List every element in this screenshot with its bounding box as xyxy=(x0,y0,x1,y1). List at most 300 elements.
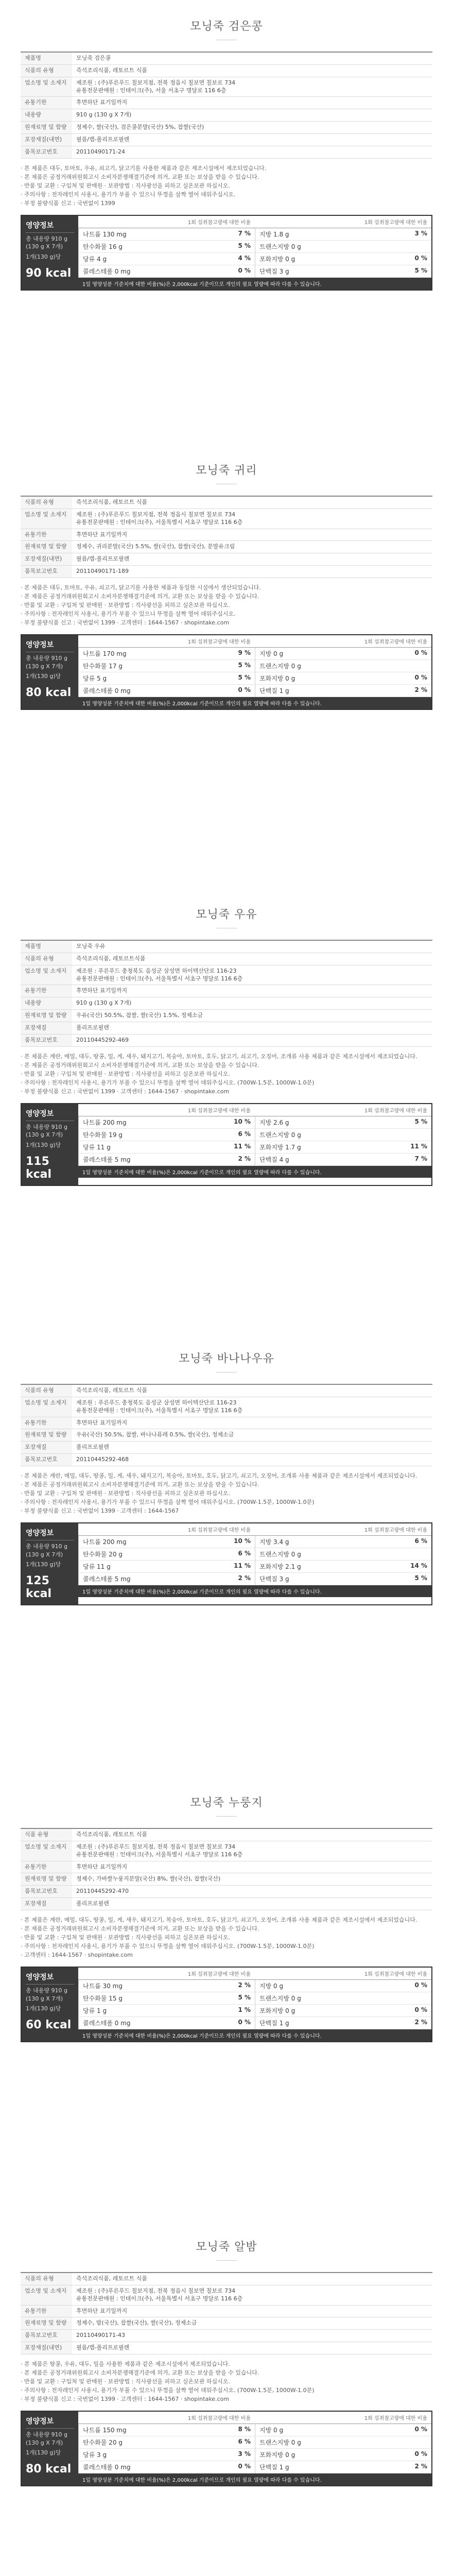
nutrition-column-left xyxy=(78,1536,255,1585)
nutrient-name: 단백질 1 g xyxy=(259,687,289,695)
nutrient-name: 포화지방 0 g xyxy=(259,2007,295,2015)
info-value: 제조원 : (주)푸른푸드 칠보지점, 전북 정읍시 칠보면 칠보로 734 유통전문판매원 : 인테이크(주), 서울 서초구 명달로 116 6층 xyxy=(72,77,432,97)
info-value: 후면하단 표기일까지 xyxy=(72,529,432,541)
nutrition-kcal: 80 kcal xyxy=(26,2463,72,2476)
nutrient-name: 탄수화물 15 g xyxy=(83,1995,123,2003)
nutrient-row xyxy=(79,660,255,672)
nutrient-row xyxy=(79,1116,255,1129)
nutrient-name: 트랜스지방 0 g xyxy=(259,663,301,670)
nutrient-name: 포화지방 2.1 g xyxy=(259,1563,301,1571)
nutrition-total-weight: 총 내용량 910 g (130 g X 7개) xyxy=(26,1543,67,1558)
nutrition-header-label: 1회 섭취참고량에 대한 비율 xyxy=(364,1528,427,1534)
nutrient-row xyxy=(255,1154,431,1166)
nutrient-name: 당류 1 g xyxy=(83,2007,107,2015)
nutrient-row xyxy=(255,2424,431,2436)
nutrient-percent: 0 % xyxy=(414,2426,427,2433)
nutrient-row xyxy=(79,1141,255,1154)
info-key: 포장재질 xyxy=(21,1022,72,1034)
info-row xyxy=(21,529,432,541)
nutrient-name: 콜레스테롤 5 mg xyxy=(83,1575,131,1583)
info-row xyxy=(21,985,432,997)
nutrition-title: 영양정보 xyxy=(26,1528,74,1540)
nutrition-header-cell xyxy=(255,216,431,228)
info-value: 즉석조리식품, 레토르트 식품 xyxy=(72,64,432,77)
product-title: 모닝죽 귀리 xyxy=(0,444,453,496)
nutrient-percent: 7 % xyxy=(414,1155,427,1162)
info-value: 후면하단 표기일까지 xyxy=(72,97,432,109)
nutrient-percent: 7 % xyxy=(238,229,251,237)
caution-text: · 본 제품은 계란, 메밀, 대두, 땅콩, 밀, 게, 새우, 돼지고기, 복숭아, 토마토, 호두, 닭고기, 쇠고기, 오징어, 조개류 사용 제품과 같은 제조시설에서 제조되었습니다. · 본 제품은 공정거래위원회고시 소비자분쟁해결기준에 의거, 교환 또는 보상을 받을 수 있습니다. · 반품 및 교환 : 구입처 및 판매원 · 보관방법 : 직사광선을 피하고 실온보관 하십시오. · 주의사항 : 전자레인지 사용시, 용기가 부풀 수 있으니 뚜껑을 살짝 열어 데워주십시오. (700W-1.5분, 1000W-1.0분) · 부정 불량식품 신고 : 국번없이 1399 · 고객센터 : 1644-1567 xyxy=(21,1472,417,1515)
nutrition-footnote: 1일 영양성분 기준치에 대한 비율(%)은 2,000kcal 기준이므로 개인의 필요 열량에 따라 다를 수 있습니다. xyxy=(78,2029,431,2041)
nutrient-name: 단백질 3 g xyxy=(259,1575,289,1583)
nutrient-row xyxy=(79,1573,255,1585)
nutrient-percent: 9 % xyxy=(238,649,251,657)
nutrient-name: 탄수화물 19 g xyxy=(83,1131,123,1139)
nutrition-header-cell xyxy=(78,1523,255,1535)
nutrition-kcal: 115 kcal xyxy=(26,1155,52,1181)
nutrient-row xyxy=(255,1573,431,1585)
nutrient-percent: 5 % xyxy=(238,1994,251,2002)
nutrient-name: 단백질 1 g xyxy=(259,2020,289,2027)
nutrient-percent: 6 % xyxy=(238,2438,251,2446)
nutrition-column-left xyxy=(78,1116,255,1166)
nutrient-percent: 0 % xyxy=(414,674,427,682)
nutrition-footnote: 1일 영양성분 기준치에 대한 비율(%)은 2,000kcal 기준이므로 개인의 필요 열량에 따라 다를 수 있습니다. xyxy=(78,2473,431,2485)
nutrition-summary xyxy=(22,1104,78,1185)
info-value: 폴리프로필렌 xyxy=(72,1442,432,1454)
info-row xyxy=(21,1010,432,1022)
nutrition-header-cell xyxy=(255,2412,431,2424)
info-value: 우유(국산) 50.5%, 찹쌀, 바나나퓨레 0.5%, 쌀(국산), 정제소금 xyxy=(72,1429,432,1442)
nutrient-row xyxy=(79,1992,255,2005)
nutrition-header-label: 1회 섭취참고량에 대한 비율 xyxy=(187,1972,251,1978)
nutrient-name: 당류 4 g xyxy=(83,255,107,263)
info-key: 품목보고번호 xyxy=(21,1034,72,1046)
nutrition-grid xyxy=(78,1536,431,1585)
info-value: 910 g (130 g X 7개) xyxy=(72,109,432,122)
info-value: 제조원 : (주)푸른푸드 칠보지점, 전북 정읍시 칠보면 칠보로 734 유통전문판매원 : 인테이크(주), 서울특별시 서초구 명달로 116 6층 xyxy=(72,1841,432,1861)
product-section xyxy=(0,2221,453,2576)
nutrition-total-weight: 총 내용량 910 g (130 g X 7개) xyxy=(26,1987,67,2002)
info-row xyxy=(21,965,432,985)
info-row xyxy=(21,1873,432,1886)
nutrition-column-right xyxy=(255,1536,431,1585)
nutrition-header-label: 1회 섭취참고량에 대한 비율 xyxy=(364,219,427,226)
nutrient-percent: 0 % xyxy=(238,2463,251,2470)
nutrition-header-cell xyxy=(255,635,431,647)
nutrition-total-weight: 총 내용량 910 g (130 g X 7개) xyxy=(26,1123,67,1139)
info-value: 우유(국산) 50.5%, 찹쌀, 쌀(국산) 1.5%, 정제소금 xyxy=(72,1010,432,1022)
nutrient-percent: 11 % xyxy=(410,1142,427,1150)
nutrient-row xyxy=(255,2005,431,2017)
nutrition-table xyxy=(78,2412,431,2485)
nutrient-percent: 3 % xyxy=(414,229,427,237)
nutrition-title: 영양정보 xyxy=(26,220,74,233)
info-value: 후면하단 표기일까지 xyxy=(72,1861,432,1873)
info-row xyxy=(21,1429,432,1442)
nutrient-name: 포화지방 0 g xyxy=(259,2451,295,2459)
nutrition-header xyxy=(78,2412,431,2424)
nutrient-percent: 14 % xyxy=(410,1562,427,1570)
nutrition-facts-box xyxy=(21,215,432,291)
nutrient-percent: 2 % xyxy=(238,1981,251,1989)
info-row xyxy=(21,997,432,1010)
info-value: 모닝죽 검은콩 xyxy=(72,52,432,64)
product-title: 모닝죽 검은콩 xyxy=(0,0,453,52)
nutrition-grid xyxy=(78,1116,431,1166)
nutrient-row xyxy=(255,1992,431,2005)
nutrient-row xyxy=(79,1980,255,1992)
info-row xyxy=(21,2330,432,2342)
info-value: 폴리프로필렌 xyxy=(72,1022,432,1034)
product-title: 모닝죽 누룽지 xyxy=(0,1776,453,1828)
nutrient-name: 나트륨 200 mg xyxy=(83,1538,127,1546)
nutrient-name: 당류 11 g xyxy=(83,1143,111,1151)
nutrient-row xyxy=(255,1116,431,1129)
product-title: 모닝죽 알밤 xyxy=(0,2221,453,2272)
nutrition-header-label: 1회 섭취참고량에 대한 비율 xyxy=(364,639,427,646)
info-value: 제조원 : (주)푸른푸드 칠보지점, 전북 정읍시 칠보면 칠보로 734 유통전문판매원 : 인테이크(주), 서울특별시 서초구 명달로 116 6층 xyxy=(72,2285,432,2305)
nutrition-summary xyxy=(22,216,78,290)
nutrition-serving: 1개(130 g)당 xyxy=(26,672,61,680)
nutrition-header-cell xyxy=(78,1104,255,1116)
nutrient-percent: 5 % xyxy=(238,674,251,682)
nutrient-row xyxy=(79,2005,255,2017)
info-row xyxy=(21,133,432,146)
info-value: 20110445292-469 xyxy=(72,1034,432,1046)
nutrient-row xyxy=(79,648,255,660)
info-value: 모닝죽 우유 xyxy=(72,940,432,953)
info-key: 유통기한 xyxy=(21,1417,72,1429)
nutrient-name: 트랜스지방 0 g xyxy=(259,1995,301,2003)
nutrition-header-cell xyxy=(78,1968,255,1979)
info-key: 업소명 및 소재지 xyxy=(21,2285,72,2305)
nutrition-grid xyxy=(78,228,431,278)
nutrition-column-right xyxy=(255,648,431,697)
nutrient-row xyxy=(255,1536,431,1548)
nutrient-row xyxy=(79,672,255,685)
info-row xyxy=(21,2317,432,2330)
nutrition-title: 영양정보 xyxy=(26,2416,74,2429)
nutrition-kcal: 90 kcal xyxy=(26,267,72,280)
caution-text: · 본 제품은 대두, 토마토, 우유, 쇠고기, 닭고기를 사용한 제품과 동일한 시설에서 생산되었습니다. · 본 제품은 공정거래위원회고시 소비자분쟁해결기준에 의거, 교환 또는 보상을 받을 수 있습니다. · 반품 및 교환 : 구입처 및 판매원 · 보관방법 : 직사광선을 피하고 실온보관 하십시오. · 주의사항 : 전자레인지 사용시, 용기가 부풀 수 있으니 뚜껑을 살짝 열어 데워주십시오. · 부정 불량식품 신고 : 국번없이 1399 · 고객센터 : 1644-1567 · shopintake.com xyxy=(21,584,261,626)
nutrient-row xyxy=(79,253,255,265)
info-key: 포장재질(내면) xyxy=(21,133,72,146)
nutrient-percent: 0 % xyxy=(414,2006,427,2014)
info-value: 제조원 : 푸른푸드 충청북도 음성군 삼성면 하이텍산단로 116-23 유통전문판매원 : 인테이크(주), 서울특별시 서초구 명달로 116 6층 xyxy=(72,1397,432,1417)
info-key: 원재료명 및 함량 xyxy=(21,2317,72,2330)
info-value: 즉석조리식품, 레토르트 식품 xyxy=(72,1828,432,1841)
nutrition-column-right xyxy=(255,228,431,278)
nutrient-name: 콜레스테롤 5 mg xyxy=(83,1156,131,1163)
info-row xyxy=(21,566,432,578)
product-section xyxy=(0,1332,453,1776)
nutrition-title: 영양정보 xyxy=(26,1972,74,1985)
info-row xyxy=(21,2285,432,2305)
nutrition-header-label: 1회 섭취참고량에 대한 비율 xyxy=(187,1528,251,1534)
nutrition-total-weight: 총 내용량 910 g (130 g X 7개) xyxy=(26,655,67,670)
nutrient-name: 포화지방 0 g xyxy=(259,255,295,263)
nutrient-percent: 6 % xyxy=(414,1537,427,1545)
nutrition-column-right xyxy=(255,2424,431,2473)
nutrition-summary xyxy=(22,1968,78,2041)
product-info-table xyxy=(21,940,432,1047)
nutrient-name: 지방 1.8 g xyxy=(259,230,289,238)
info-key: 업소명 및 소재지 xyxy=(21,509,72,529)
nutrient-row xyxy=(255,228,431,241)
info-value: 즉석조리식품, 레토르트 식품 xyxy=(72,2273,432,2285)
info-value: 정제수, 가바쌀누룽지분말(국산) 8%, 쌀(국산), 찹쌀(국산) xyxy=(72,1873,432,1886)
nutrient-percent: 1 % xyxy=(238,2006,251,2014)
info-row xyxy=(21,509,432,529)
info-key: 제품명 xyxy=(21,940,72,953)
nutrient-row xyxy=(255,1141,431,1154)
nutrient-percent: 0 % xyxy=(414,649,427,657)
nutrition-header-cell xyxy=(78,216,255,228)
nutrient-name: 탄수화물 20 g xyxy=(83,1551,123,1558)
info-value: 20110490171-189 xyxy=(72,566,432,578)
nutrition-title: 영양정보 xyxy=(26,639,74,652)
nutrient-name: 콜레스테롤 0 mg xyxy=(83,2464,131,2471)
nutrient-row xyxy=(79,1561,255,1573)
nutrition-header-label: 1회 섭취참고량에 대한 비율 xyxy=(187,639,251,646)
info-value: 필름/캡-폴리프로필렌 xyxy=(72,2342,432,2354)
info-key: 식품의 유형 xyxy=(21,953,72,965)
info-row xyxy=(21,1397,432,1417)
nutrient-percent: 0 % xyxy=(414,2450,427,2458)
nutrient-percent: 4 % xyxy=(238,254,251,262)
info-row xyxy=(21,97,432,109)
product-section xyxy=(0,0,453,444)
nutrient-name: 지방 3.4 g xyxy=(259,1538,289,1546)
info-key: 포장재질(내면) xyxy=(21,2342,72,2354)
nutrition-header-label: 1회 섭취참고량에 대한 비율 xyxy=(364,1972,427,1978)
product-info-table xyxy=(21,2272,432,2354)
info-key: 유통기한 xyxy=(21,529,72,541)
info-row xyxy=(21,1861,432,1873)
info-key: 업소명 및 소재지 xyxy=(21,77,72,97)
nutrient-row xyxy=(79,1536,255,1548)
nutrient-row xyxy=(79,2449,255,2461)
nutrition-serving: 1개(130 g)당 xyxy=(26,1141,61,1148)
nutrient-row xyxy=(255,660,431,672)
info-key: 식품의 유형 xyxy=(21,2273,72,2285)
nutrient-name: 트랜스지방 0 g xyxy=(259,1551,301,1558)
info-value: 910 g (130 g X 7개) xyxy=(72,997,432,1010)
nutrient-percent: 2 % xyxy=(414,2463,427,2470)
nutrient-name: 당류 3 g xyxy=(83,2451,107,2459)
nutrition-header xyxy=(78,216,431,228)
product-info-table xyxy=(21,1384,432,1466)
nutrient-percent: 5 % xyxy=(238,662,251,669)
nutrition-grid xyxy=(78,2424,431,2473)
nutrient-name: 포화지방 0 g xyxy=(259,675,295,683)
nutrient-row xyxy=(255,648,431,660)
nutrition-header-label: 1회 섭취참고량에 대한 비율 xyxy=(364,2416,427,2422)
nutrition-header-label: 1회 섭취참고량에 대한 비율 xyxy=(364,1108,427,1114)
info-key: 원재료명 및 함량 xyxy=(21,1873,72,1886)
caution-notes xyxy=(21,1916,432,1959)
info-row xyxy=(21,1828,432,1841)
info-row xyxy=(21,953,432,965)
nutrition-facts-box xyxy=(21,1522,432,1605)
nutrient-name: 트랜스지방 0 g xyxy=(259,2439,301,2447)
info-value: 정제수, 밤(국산), 찹쌀(국산), 쌀(국산), 정제소금 xyxy=(72,2317,432,2330)
info-key: 포장재질(내면) xyxy=(21,553,72,566)
caution-notes xyxy=(21,1471,432,1515)
nutrition-column-right xyxy=(255,1980,431,2029)
nutrient-row xyxy=(79,228,255,241)
info-row xyxy=(21,496,432,509)
nutrient-name: 나트륨 170 mg xyxy=(83,650,127,658)
info-value: 정제수, 귀리분말(국산) 5.5%, 쌀(국산), 찹쌀(국산), 분말유크림 xyxy=(72,541,432,553)
nutrient-percent: 3 % xyxy=(238,2450,251,2458)
product-section xyxy=(0,444,453,888)
nutrition-column-right xyxy=(255,1116,431,1166)
info-key: 원재료명 및 함량 xyxy=(21,1429,72,1442)
nutrient-row xyxy=(79,241,255,253)
nutrient-percent: 5 % xyxy=(414,1574,427,1582)
nutrient-name: 단백질 1 g xyxy=(259,2464,289,2471)
nutrient-name: 지방 0 g xyxy=(259,650,284,658)
info-key: 업소명 및 소재지 xyxy=(21,965,72,985)
nutrition-facts-box xyxy=(21,634,432,710)
nutrient-name: 지방 0 g xyxy=(259,1982,284,1990)
nutrient-row xyxy=(79,2436,255,2449)
nutrition-header-cell xyxy=(78,635,255,647)
nutrient-name: 콜레스테롤 0 mg xyxy=(83,687,131,695)
info-value: 제조원 : (주)푸른푸드 칠보지점, 전북 정읍시 칠보면 칠보로 734 유통전문판매원 : 인테이크(주), 서울특별시 서초구 명달로 116 6층 xyxy=(72,509,432,529)
nutrition-footnote: 1일 영양성분 기준치에 대한 비율(%)은 2,000kcal 기준이므로 개인의 필요 열량에 따라 다를 수 있습니다. xyxy=(78,697,431,709)
info-value: 후면하단 표기일까지 xyxy=(72,985,432,997)
nutrient-name: 트랜스지방 0 g xyxy=(259,243,301,250)
nutrient-row xyxy=(255,685,431,697)
nutrition-summary xyxy=(22,1523,78,1604)
nutrition-table xyxy=(78,1523,431,1604)
info-key: 유통기한 xyxy=(21,985,72,997)
nutrition-column-left xyxy=(78,648,255,697)
nutrition-header-cell xyxy=(78,2412,255,2424)
product-title: 모닝죽 바나나우유 xyxy=(0,1332,453,1384)
nutrient-name: 나트륨 150 mg xyxy=(83,2427,127,2434)
info-row xyxy=(21,1384,432,1397)
nutrient-row xyxy=(255,241,431,253)
nutrition-serving: 1개(130 g)당 xyxy=(26,2005,61,2012)
nutrition-header-cell xyxy=(255,1523,431,1535)
nutrient-row xyxy=(79,2461,255,2473)
nutrient-name: 나트륨 130 mg xyxy=(83,230,127,238)
nutrient-percent: 2 % xyxy=(414,686,427,694)
nutrient-percent: 0 % xyxy=(414,254,427,262)
nutrient-row xyxy=(255,2461,431,2473)
nutrient-percent: 5 % xyxy=(414,266,427,274)
nutrient-row xyxy=(255,1561,431,1573)
nutrition-table xyxy=(78,1968,431,2041)
info-key: 내용량 xyxy=(21,997,72,1010)
info-value: 20110490171-43 xyxy=(72,2330,432,2342)
info-row xyxy=(21,1898,432,1910)
info-row xyxy=(21,1417,432,1429)
caution-notes xyxy=(21,1052,432,1096)
nutrition-header-label: 1회 섭취참고량에 대한 비율 xyxy=(187,1108,251,1114)
nutrition-header xyxy=(78,1523,431,1536)
info-key: 품목보고번호 xyxy=(21,146,72,158)
info-row xyxy=(21,1034,432,1046)
info-value: 폴리프로필렌 xyxy=(72,1898,432,1910)
product-section xyxy=(0,888,453,1332)
info-value: 정제수, 쌀(국산), 검은콩분말(국산) 5%, 찹쌀(국산) xyxy=(72,122,432,134)
info-row xyxy=(21,2305,432,2317)
caution-text: · 본 제품은 계란, 메밀, 대두, 땅콩, 밀, 게, 새우, 돼지고기, 복숭아, 토마토, 호두, 닭고기, 쇠고기, 오징어, 조개류 사용 제품과 같은 제조시설에서 제조되었습니다. · 본 제품은 공정거래위원회고시 소비자분쟁해결기준에 의거, 교환 또는 보상을 받을 수 있습니다. · 반품 및 교환 : 구입처 및 판매원 · 보관방법 : 직사광선을 피하고 실온보관 하십시오. · 주의사항 : 전자레인지 사용시, 용기가 부풀 수 있으니 뚜껑을 살짝 열어 데워주십시오. (700W-1.5분, 1000W-1.0분) · 부정 불량식품 신고 : 국번없이 1399 · 고객센터 : 1644-1567 · shopintake.com xyxy=(21,1053,417,1095)
info-key: 원재료명 및 함량 xyxy=(21,1010,72,1022)
nutrient-percent: 10 % xyxy=(234,1537,251,1545)
nutrient-name: 단백질 3 g xyxy=(259,267,289,275)
info-key: 유통기한 xyxy=(21,97,72,109)
info-key: 업소명 및 소재지 xyxy=(21,1397,72,1417)
nutrition-column-left xyxy=(78,228,255,278)
info-key: 포장재질 xyxy=(21,1442,72,1454)
nutrient-row xyxy=(79,1548,255,1561)
nutrient-name: 트랜스지방 0 g xyxy=(259,1131,301,1139)
info-row xyxy=(21,52,432,64)
info-row xyxy=(21,1886,432,1898)
nutrient-row xyxy=(255,2017,431,2029)
info-key: 포장재질 xyxy=(21,1898,72,1910)
nutrition-total-weight: 총 내용량 910 g (130 g X 7개) xyxy=(26,2431,67,2446)
nutrition-header xyxy=(78,1104,431,1116)
info-key: 업소명 및 소재지 xyxy=(21,1841,72,1861)
info-value: 후면하단 표기일까지 xyxy=(72,2305,432,2317)
info-value: 제조원 : 푸른푸드 충청북도 음성군 삼성면 하이텍산단로 116-23 유통전문판매원 : 인테이크(주), 서울특별시 서초구 명달로 116 6층 xyxy=(72,965,432,985)
info-value: 즉석조리식품, 레토르트 식품 xyxy=(72,1384,432,1397)
nutrition-footnote: 1일 영양성분 기준치에 대한 비율(%)은 2,000kcal 기준이므로 개인의 필요 열량에 따라 다를 수 있습니다. xyxy=(78,1166,431,1178)
nutrient-percent: 0 % xyxy=(238,266,251,274)
caution-notes xyxy=(21,583,432,627)
caution-text: · 본 제품은 계란, 메밀, 대두, 땅콩, 밀, 게, 새우, 돼지고기, 복숭아, 토마토, 호두, 닭고기, 쇠고기, 오징어, 조개류 사용 제품과 같은 제조시설에서 제조되었습니다. · 본 제품은 공정거래위원회고시 소비자분쟁해결기준에 의거, 교환 또는 보상을 받을 수 있습니다. · 반품 및 교환 : 구입처 및 판매원 · 보관방법 : 직사광선을 피하고 실온보관 하십시오. · 주의사항 : 전자레인지 사용시, 용기가 부풀 수 있으니 뚜껑을 살짝 열어 데워주십시오. (700W-1.5분, 1000W-1.0분) · 고객센터 : 1644-1567 · shopintake.com xyxy=(21,1916,417,1959)
info-row xyxy=(21,109,432,122)
nutrient-row xyxy=(255,672,431,685)
info-key: 식품의 유형 xyxy=(21,1384,72,1397)
nutrient-name: 포화지방 1.7 g xyxy=(259,1143,301,1151)
product-info-table xyxy=(21,496,432,578)
nutrient-percent: 6 % xyxy=(238,1550,251,1557)
info-key: 내용량 xyxy=(21,109,72,122)
info-row xyxy=(21,64,432,77)
nutrition-column-left xyxy=(78,2424,255,2473)
info-row xyxy=(21,940,432,953)
nutrition-header-cell xyxy=(255,1968,431,1979)
caution-text: · 본 제품은 대두, 토마토, 우유, 쇠고기, 닭고기를 사용한 제품과 같은 제조시설에서 제조되었습니다. · 본 제품은 공정거래위원회고시 소비자분쟁해결기준에 의거, 교환 또는 보상을 받을 수 있습니다. · 반품 및 교환 : 구입처 및 판매원 · 보관방법 : 직사광선을 피하고 실온보관 하십시오. · 주의사항 : 전자레인지 사용시, 용기가 부풀 수 있으니 뚜껑을 살짝 열어 데워주십시오. · 부정 불량식품 신고 : 국번없이 1399 xyxy=(21,164,267,207)
nutrition-title: 영양정보 xyxy=(26,1108,74,1121)
info-key: 품목보고번호 xyxy=(21,1454,72,1466)
nutrition-column-left xyxy=(78,1980,255,2029)
nutrition-header xyxy=(78,1968,431,1980)
nutrition-grid xyxy=(78,648,431,697)
caution-text: · 본 제품은 땅콩, 우유, 대두, 밀을 사용한 제품과 같은 제조시설에서 제조되었습니다. · 본 제품은 공정거래위원회고시 소비자분쟁해결기준에 의거, 교환 또는 보상을 받을 수 있습니다. · 반품 및 교환 : 구입처 및 판매원 · 보관방법 : 직사광선을 피하고 실온보관 하십시오. · 주의사항 : 전자레인지 사용시, 용기가 부풀 수 있으니 뚜껑을 살짝 열어 데워주십시오. (700W-1.5분, 1000W-1.0분) · 부정 불량식품 신고 : 국번없이 1399 · 고객센터 : 1644-1567 · shopintake.com xyxy=(21,2360,315,2403)
nutrient-percent: 0 % xyxy=(414,1981,427,1989)
info-row xyxy=(21,2342,432,2354)
nutrient-percent: 10 % xyxy=(234,1117,251,1125)
nutrition-header-label: 1회 섭취참고량에 대한 비율 xyxy=(187,219,251,226)
nutrient-row xyxy=(255,1548,431,1561)
product-section xyxy=(0,1776,453,2221)
info-key: 식품의 유형 xyxy=(21,496,72,509)
info-key: 원재료명 및 함량 xyxy=(21,122,72,134)
info-value: 즉석조리식품, 레토르트식품 xyxy=(72,953,432,965)
nutrient-name: 당류 5 g xyxy=(83,675,107,683)
nutrient-percent: 5 % xyxy=(238,242,251,249)
nutrition-table xyxy=(78,1104,431,1185)
